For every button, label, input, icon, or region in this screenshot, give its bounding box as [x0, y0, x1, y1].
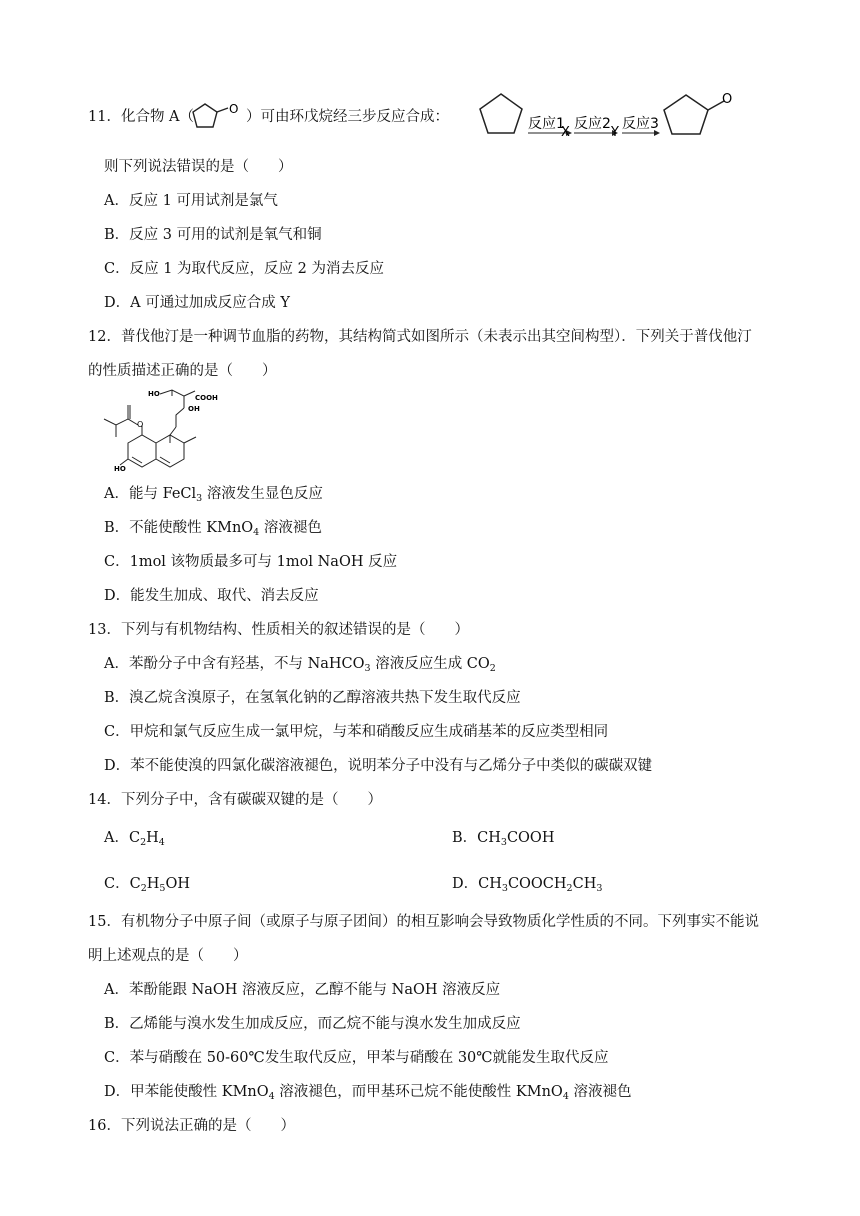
q14-a-p2: H — [146, 830, 159, 846]
q14-a-s2: 4 — [158, 837, 165, 848]
q12-a-sub: 3 — [196, 493, 203, 504]
q14-d-p1: CH — [478, 876, 502, 892]
q15-stem-line-2: 明上述观点的是（ ） — [88, 948, 248, 964]
q14-c-s1: 2 — [140, 883, 147, 894]
q15-d-mid: 溶液褪色，而甲基环己烷不能使酸性 KMnO — [274, 1084, 563, 1100]
q14-option-a — [104, 828, 165, 848]
q12-option-c: C．1mol 该物质最多可与 1mol NaOH 反应 — [104, 554, 398, 570]
cyclopentane-ring — [480, 94, 522, 133]
q15-d-post: 溶液褪色 — [568, 1084, 632, 1100]
q12-b-post: 溶液褪色 — [259, 520, 322, 536]
q13-option-a — [104, 654, 496, 674]
q14-stem: 14．下列分子中，含有碳碳双键的是（ ） — [88, 792, 382, 808]
q13-a-sub: 3 — [364, 663, 371, 674]
q13-option-d: D．苯不能使溴的四氯化碳溶液褪色，说明苯分子中没有与乙烯分子中类似的碳碳双键 — [104, 758, 653, 774]
struct-label-ho-bottom: HO — [114, 465, 126, 473]
struct-label-ho-top: HO — [148, 390, 160, 398]
struct-label-o: O — [137, 420, 144, 429]
q15-option-a: A．苯酚能跟 NaOH 溶液反应，乙醇不能与 NaOH 溶液反应 — [104, 982, 501, 998]
q13-stem: 13．下列与有机物结构、性质相关的叙述错误的是（ ） — [88, 622, 469, 638]
q14-d-s3: 3 — [596, 883, 603, 894]
q12-stem-line-1: 12．普伐他汀是一种调节血脂的药物，其结构简式如图所示（未表示出其空间构型）．下列关于普伐他汀 — [88, 329, 752, 345]
q14-option-d — [452, 874, 602, 894]
q12-a-pre: A．能与 FeCl — [104, 486, 197, 502]
q14-c-p3: OH — [165, 876, 191, 892]
q12-option-b — [104, 518, 322, 538]
struct-label-oh: OH — [188, 405, 200, 413]
q15-d-sub: 4 — [268, 1091, 275, 1102]
q14-c-s2: 5 — [159, 883, 166, 894]
struct-label-cooh: COOH — [195, 394, 218, 402]
q14-b-s1: 3 — [500, 837, 507, 848]
q15-option-c: C．苯与硝酸在 50-60℃发生取代反应，甲苯与硝酸在 30℃就能发生取代反应 — [104, 1050, 609, 1066]
q11-stem-part-a: 11．化合物 A（ — [88, 109, 195, 125]
q11-stem — [88, 107, 449, 127]
q11-option-a: A．反应 1 可用试剂是氯气 — [104, 193, 278, 209]
cyclopentanone-ring — [664, 95, 708, 134]
q13-option-c: C．甲烷和氯气反应生成一氯甲烷，与苯和硝酸反应生成硝基苯的反应类型相同 — [104, 724, 609, 740]
reaction-scheme — [478, 90, 768, 140]
scheme-label-x: X — [561, 125, 570, 140]
q12-a-post: 溶液发生显色反应 — [202, 486, 323, 502]
q12-option-d: D．能发生加成、取代、消去反应 — [104, 588, 319, 604]
q11-option-d: D．A 可通过加成反应合成 Y — [104, 295, 290, 311]
q15-d-pre: D．甲苯能使酸性 KMnO — [104, 1084, 269, 1100]
q13-option-b: B．溴乙烷含溴原子，在氢氧化钠的乙醇溶液共热下发生取代反应 — [104, 690, 521, 706]
scheme-label-r2: 反应2 — [574, 116, 611, 132]
q13-a-sub2: 2 — [489, 663, 496, 674]
q14-d-s1: 3 — [501, 883, 508, 894]
q15-option-b: B．乙烯能与溴水发生加成反应，而乙烷不能与溴水发生加成反应 — [104, 1016, 521, 1032]
q14-b-p1: CH — [477, 830, 501, 846]
scheme-label-r1: 反应1 — [528, 116, 565, 132]
small-ketone-o-label: O — [229, 102, 239, 116]
q14-c-label: C． — [104, 876, 130, 892]
q13-a-post: 溶液反应生成 CO — [370, 656, 490, 672]
q12-b-sub: 4 — [253, 527, 260, 538]
q15-d-sub2: 4 — [562, 1091, 569, 1102]
cyclopentanone-small-structure — [190, 98, 250, 138]
q14-a-s1: 2 — [140, 837, 147, 848]
q11-option-b: B．反应 3 可用的试剂是氧气和铜 — [104, 227, 322, 243]
q12-stem-line-2: 的性质描述正确的是（ ） — [88, 363, 277, 379]
q14-b-label: B． — [452, 830, 478, 846]
scheme-label-y: Y — [611, 125, 619, 140]
q11-stem-part-b: ）可由环戊烷经三步反应合成： — [246, 109, 450, 125]
q14-d-p3: CH — [572, 876, 597, 892]
q14-d-s2: 2 — [566, 883, 573, 894]
q14-option-c — [104, 874, 190, 894]
pravastatin-structure — [100, 385, 230, 480]
q12-b-pre: B．不能使酸性 KMnO — [104, 520, 254, 536]
q14-b-p2: COOH — [506, 830, 555, 846]
q15-stem-line-1: 15．有机物分子中原子间（或原子与原子团间）的相互影响会导致物质化学性质的不同。下列事实不能说 — [88, 914, 759, 930]
scheme-ketone-o-label: O — [722, 92, 733, 107]
q13-a-pre: A．苯酚分子中含有羟基，不与 NaHCO — [104, 656, 365, 672]
q12-option-a — [104, 484, 323, 504]
q14-d-label: D． — [452, 876, 479, 892]
q11-stem-continued: 则下列说法错误的是（ ） — [104, 159, 293, 175]
q15-option-d — [104, 1082, 631, 1102]
q14-a-p1: C — [128, 830, 141, 846]
q14-a-label: A． — [104, 830, 129, 846]
q14-option-b — [452, 828, 554, 848]
scheme-label-r3: 反应3 — [622, 116, 659, 132]
q14-d-p2: COOCH — [507, 876, 567, 892]
q14-c-p1: C — [129, 876, 141, 892]
q11-option-c: C．反应 1 为取代反应，反应 2 为消去反应 — [104, 261, 384, 277]
q14-c-p2: H — [146, 876, 160, 892]
q16-stem: 16．下列说法正确的是（ ） — [88, 1118, 295, 1134]
